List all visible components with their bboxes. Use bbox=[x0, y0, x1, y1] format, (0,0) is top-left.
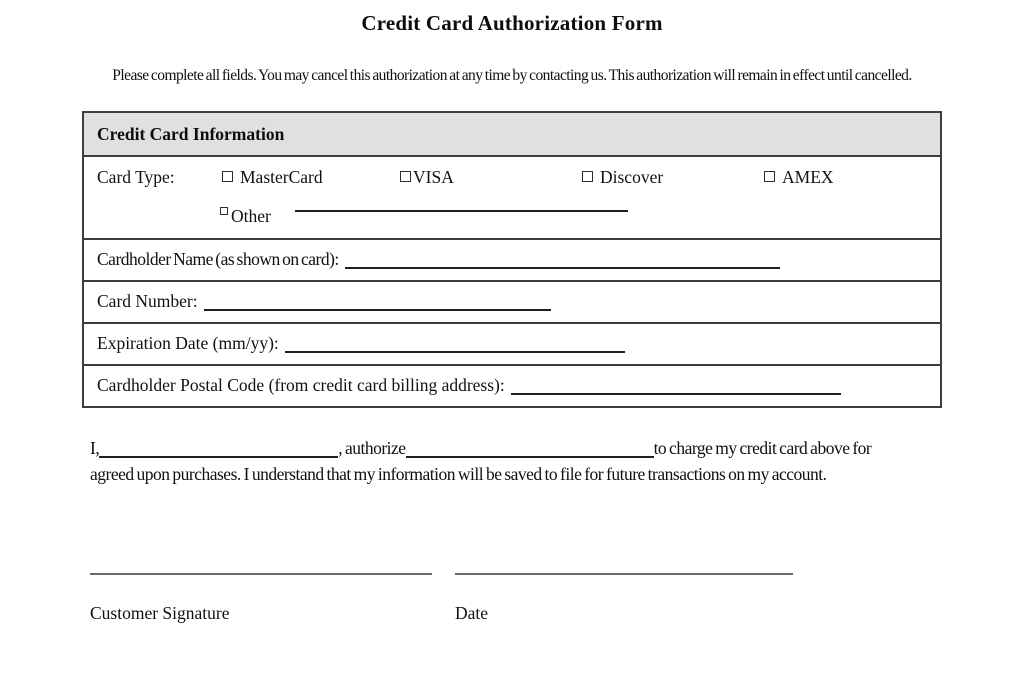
mastercard-checkbox[interactable] bbox=[222, 171, 233, 182]
auth-text-middle: , authorize bbox=[338, 438, 406, 458]
other-card-type-field[interactable] bbox=[295, 194, 628, 212]
checkbox-option-amex[interactable] bbox=[764, 167, 834, 188]
date-label: Date bbox=[455, 603, 489, 623]
expiration-date-row bbox=[84, 324, 940, 366]
discover-label: Discover bbox=[600, 167, 664, 187]
signature-section bbox=[90, 573, 1024, 575]
authorization-statement bbox=[90, 436, 882, 487]
card-type-row bbox=[84, 157, 940, 240]
amex-label: AMEX bbox=[782, 167, 834, 187]
visa-checkbox[interactable] bbox=[400, 171, 411, 182]
postal-code-label: Cardholder Postal Code (from credit card billing address): bbox=[97, 375, 505, 395]
visa-label: VISA bbox=[413, 167, 454, 187]
page-title: Credit Card Authorization Form bbox=[361, 11, 663, 35]
card-type-label: Card Type: bbox=[97, 167, 175, 187]
expiration-date-label: Expiration Date (mm/yy): bbox=[97, 333, 279, 353]
cardholder-name-field[interactable] bbox=[345, 251, 780, 269]
checkbox-option-visa[interactable] bbox=[400, 167, 454, 188]
customer-signature-line[interactable] bbox=[90, 573, 432, 575]
other-checkbox[interactable] bbox=[220, 207, 228, 215]
card-number-label: Card Number: bbox=[97, 291, 198, 311]
section-header: Credit Card Information bbox=[84, 113, 940, 157]
discover-checkbox[interactable] bbox=[582, 171, 593, 182]
signature-labels bbox=[90, 603, 1024, 624]
customer-name-field[interactable] bbox=[99, 440, 338, 458]
credit-card-info-table bbox=[82, 111, 942, 408]
card-number-row bbox=[84, 282, 940, 324]
auth-text-prefix: I, bbox=[90, 438, 100, 458]
checkbox-option-mastercard[interactable] bbox=[222, 167, 323, 188]
amex-checkbox[interactable] bbox=[764, 171, 775, 182]
card-number-field[interactable] bbox=[204, 293, 551, 311]
merchant-name-field[interactable] bbox=[406, 440, 654, 458]
mastercard-label: MasterCard bbox=[240, 167, 323, 187]
postal-code-field[interactable] bbox=[511, 377, 841, 395]
postal-code-row bbox=[84, 366, 940, 406]
cardholder-name-row bbox=[84, 240, 940, 282]
form-instructions: Please complete all fields. You may cancel this authorization at any time by contacting us. This authorization will remain in effect until cancelled. bbox=[112, 67, 912, 84]
auth-text-suffix: to charge my credit card above for agreed upon purchases. I understand that my information will be saved to file for future transactions on my account. bbox=[90, 438, 872, 484]
expiration-date-field[interactable] bbox=[285, 335, 625, 353]
cardholder-name-label: Cardholder Name (as shown on card): bbox=[97, 249, 339, 269]
customer-signature-label: Customer Signature bbox=[90, 603, 230, 623]
checkbox-option-other[interactable] bbox=[220, 206, 271, 227]
date-line[interactable] bbox=[455, 573, 793, 575]
checkbox-option-discover[interactable] bbox=[582, 167, 663, 188]
other-label: Other bbox=[231, 206, 271, 226]
